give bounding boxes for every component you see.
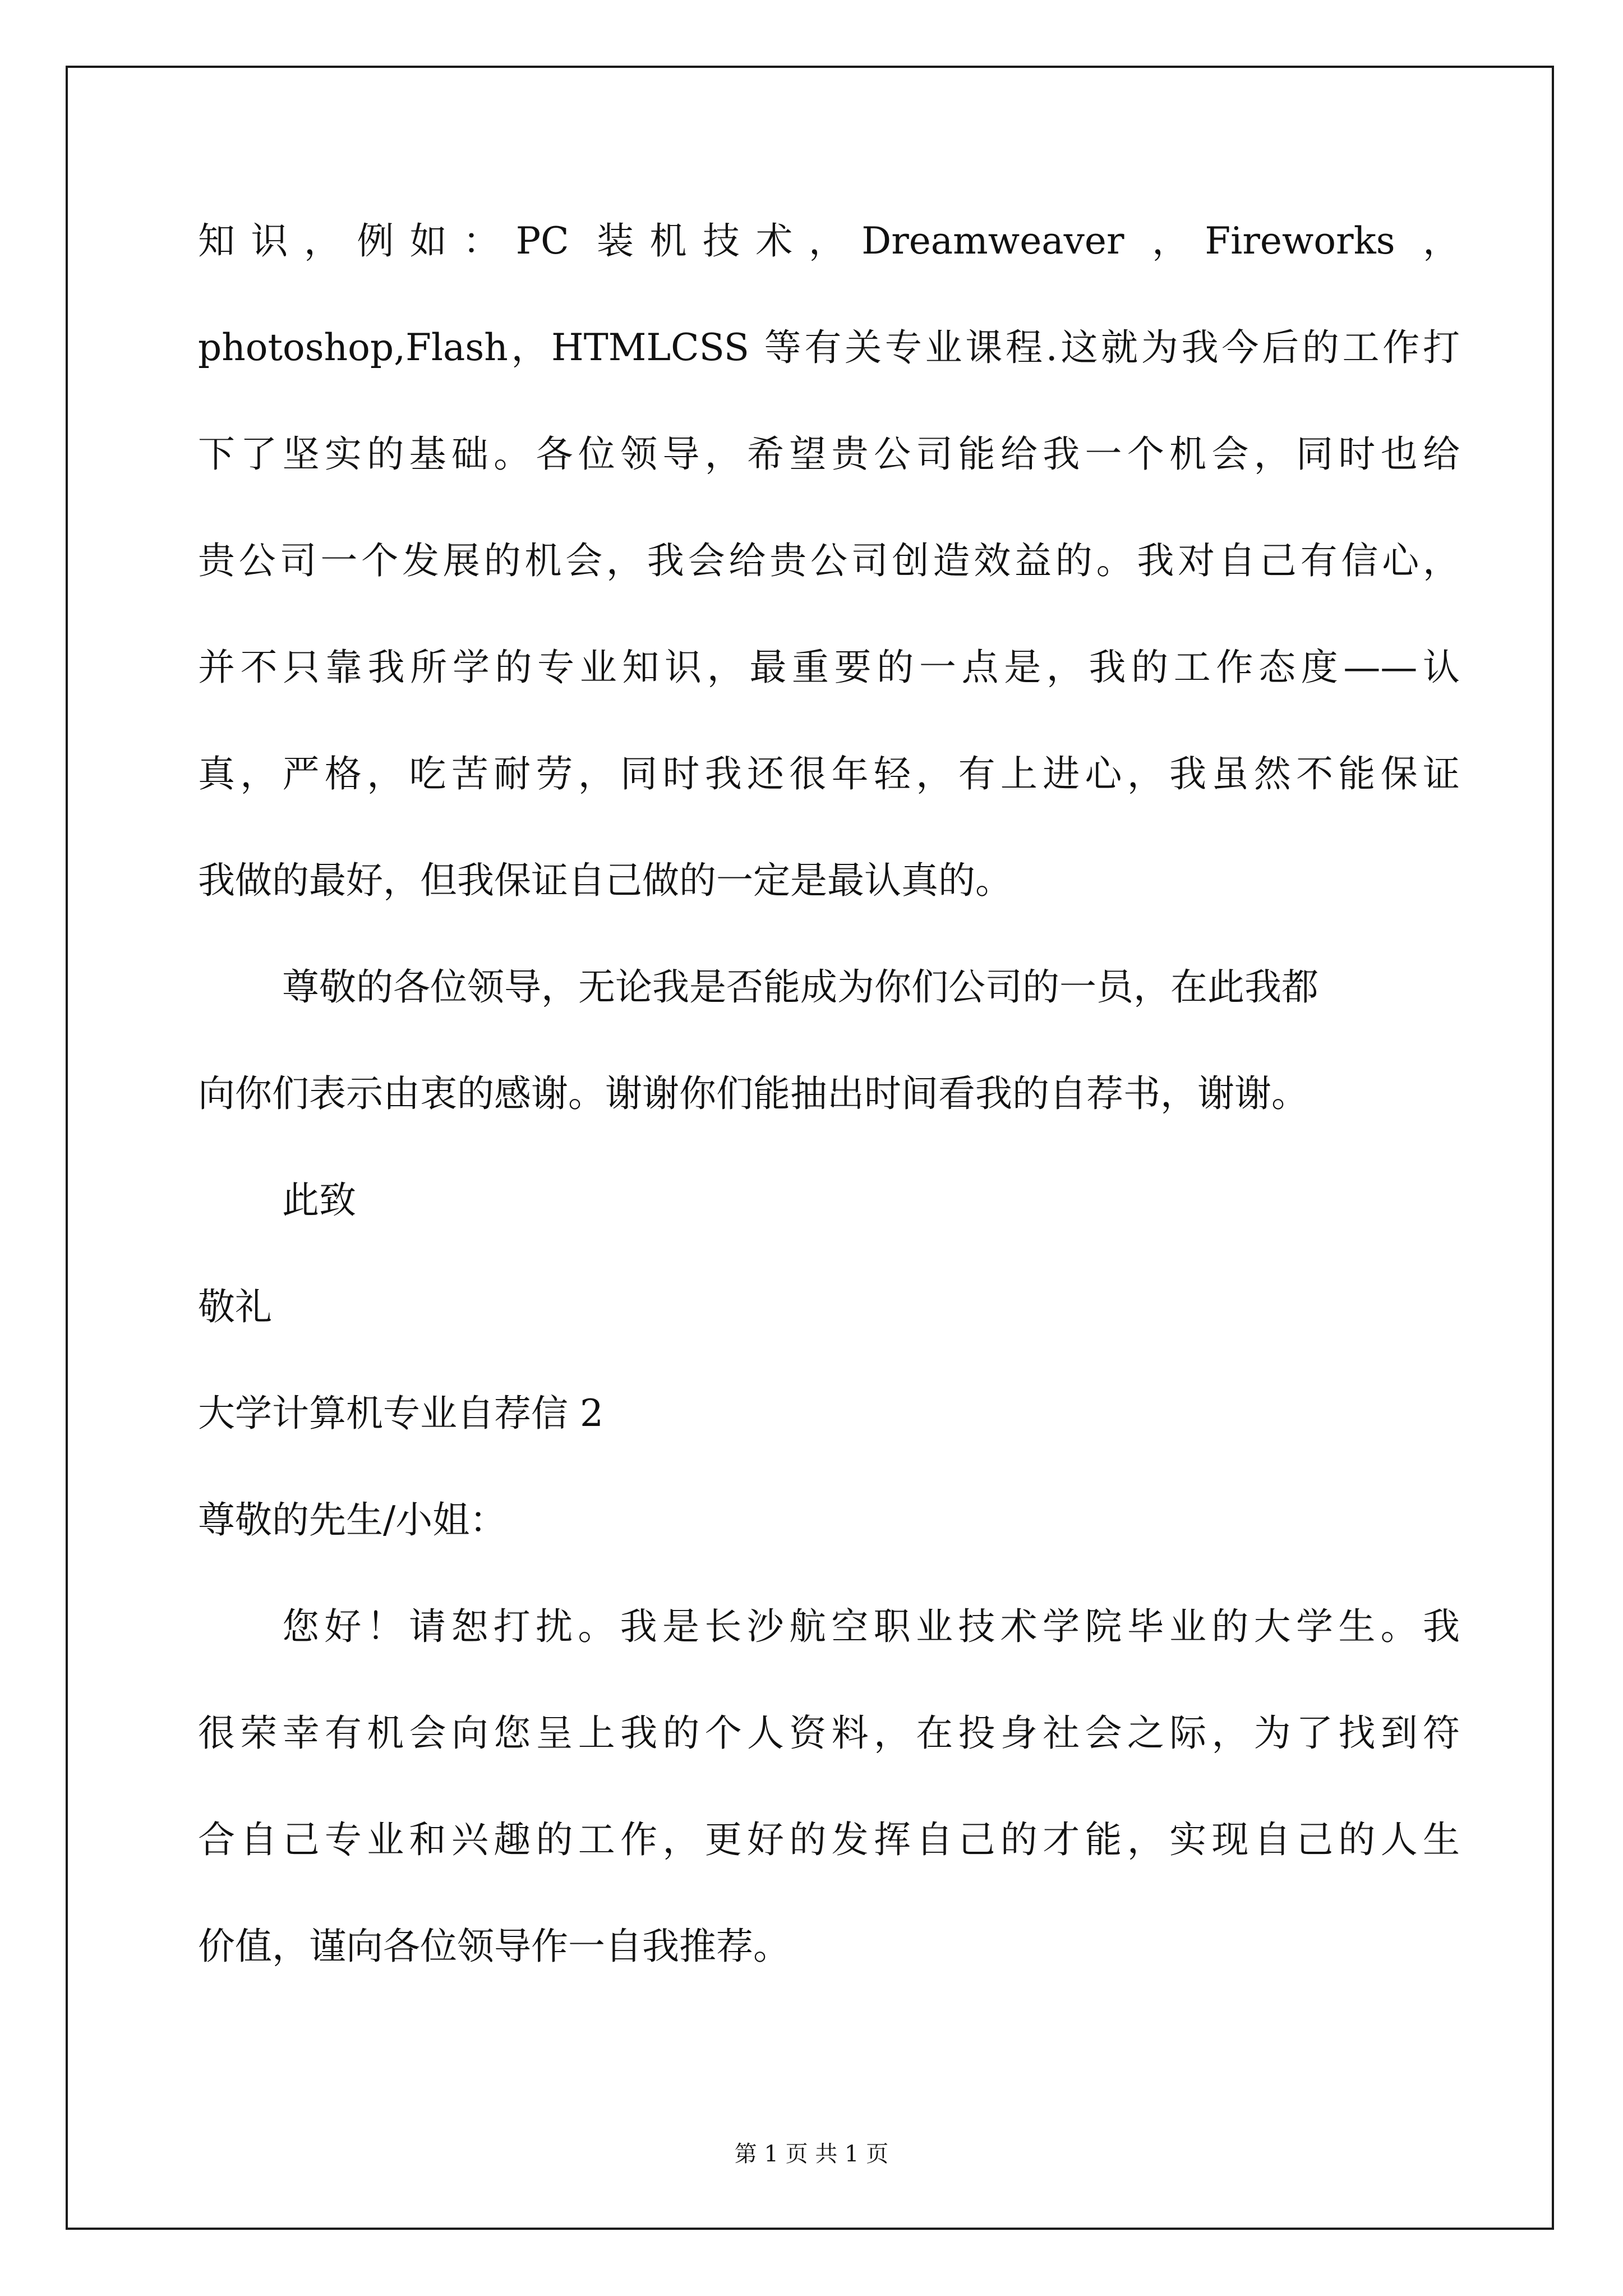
text-line: 并不只靠我所学的专业知识，最重要的一点是，我的工作态度——认 <box>198 646 1460 689</box>
text-line: 向你们表示由衷的感谢。谢谢你们能抽出时间看我的自荐书，谢谢。 <box>198 1072 1308 1115</box>
text-line: 合自己专业和兴趣的工作，更好的发挥自己的才能，实现自己的人生 <box>198 1818 1460 1861</box>
text-line: photoshop,Flash，HTMLCSS 等有关专业课程.这就为我今后的工作打 <box>198 326 1460 369</box>
text-line: 知识，例如：PC 装机技术，Dreamweaver ，Fireworks ， <box>198 219 1460 263</box>
text-line: 很荣幸有机会向您呈上我的个人资料，在投身社会之际，为了找到符 <box>198 1711 1460 1755</box>
text-line: 下了坚实的基础。各位领导，希望贵公司能给我一个机会，同时也给 <box>198 432 1460 476</box>
greeting: 尊敬的先生/小姐： <box>198 1498 507 1542</box>
closing-regards: 敬礼 <box>198 1285 272 1328</box>
text-line: 贵公司一个发展的机会，我会给贵公司创造效益的。我对自己有信心， <box>198 539 1460 582</box>
closing-salutation: 此致 <box>282 1179 356 1222</box>
paragraph-first-line: 尊敬的各位领导，无论我是否能成为你们公司的一员，在此我都 <box>282 965 1318 1009</box>
text-line: 价值，谨向各位领导作一自我推荐。 <box>198 1925 790 1968</box>
text-line: 我做的最好，但我保证自己做的一定是最认真的。 <box>198 859 1012 902</box>
page-border <box>66 66 1554 2230</box>
text-line: 真，严格，吃苦耐劳，同时我还很年轻，有上进心，我虽然不能保证 <box>198 752 1460 795</box>
page-footer: 第 1 页 共 1 页 <box>734 2141 889 2167</box>
section-title: 大学计算机专业自荐信 2 <box>198 1392 603 1435</box>
paragraph-first-line: 您好！请恕打扰。我是长沙航空职业技术学院毕业的大学生。我 <box>282 1605 1460 1648</box>
